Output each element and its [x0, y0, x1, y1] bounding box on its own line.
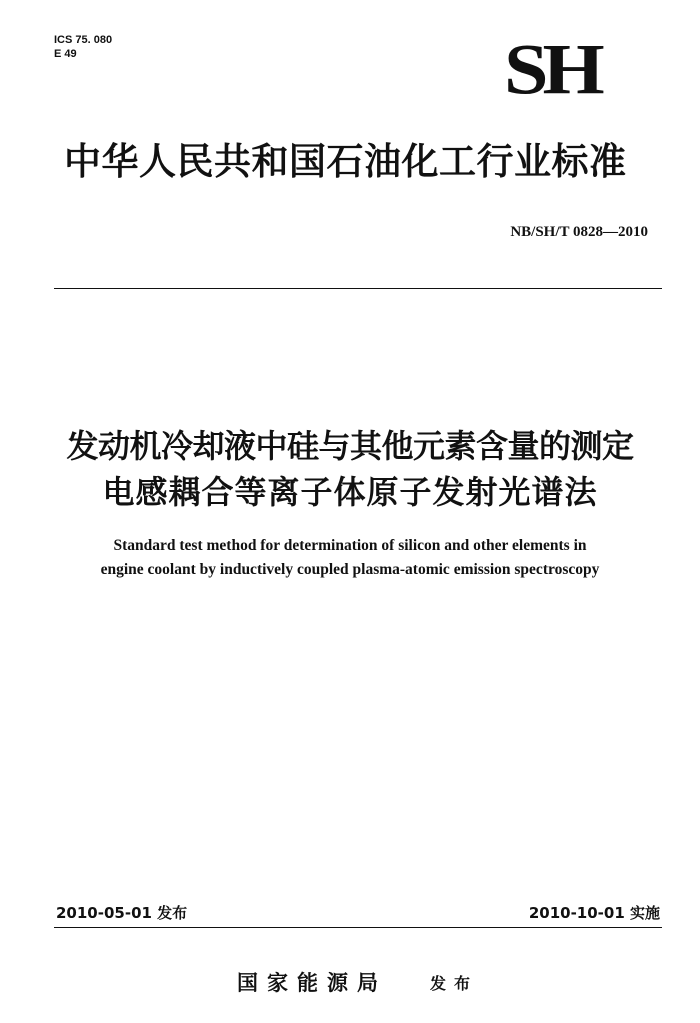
english-title-line-1: Standard test method for determination of silicon and other elements in — [113, 537, 587, 554]
standard-number: NB/SH/T 0828—2010 — [510, 224, 648, 240]
bottom-divider — [54, 927, 662, 928]
issue-date: 2010-05-01 发布 — [56, 904, 188, 922]
top-divider — [54, 288, 662, 289]
classification-codes — [54, 33, 112, 61]
issuing-organization-title: 中华人民共和国石油化工行业标准 — [64, 140, 627, 183]
sh-logo: SH — [504, 30, 599, 110]
english-title-line-2: engine coolant by inductively coupled plasma-atomic emission spectroscopy — [100, 561, 600, 578]
ics-code: ICS 75. 080 — [54, 34, 113, 46]
implementation-date: 2010-10-01 实施 — [528, 904, 660, 922]
publisher-name: 国家能源局 — [237, 971, 387, 995]
chinese-title-line-1: 发动机冷却液中硅与其他元素含量的测定 — [66, 427, 634, 465]
publish-label: 发布 — [430, 974, 479, 993]
category-code: E 49 — [54, 48, 77, 60]
chinese-title-line-2: 电感耦合等离子体原子发射光谱法 — [102, 473, 598, 511]
